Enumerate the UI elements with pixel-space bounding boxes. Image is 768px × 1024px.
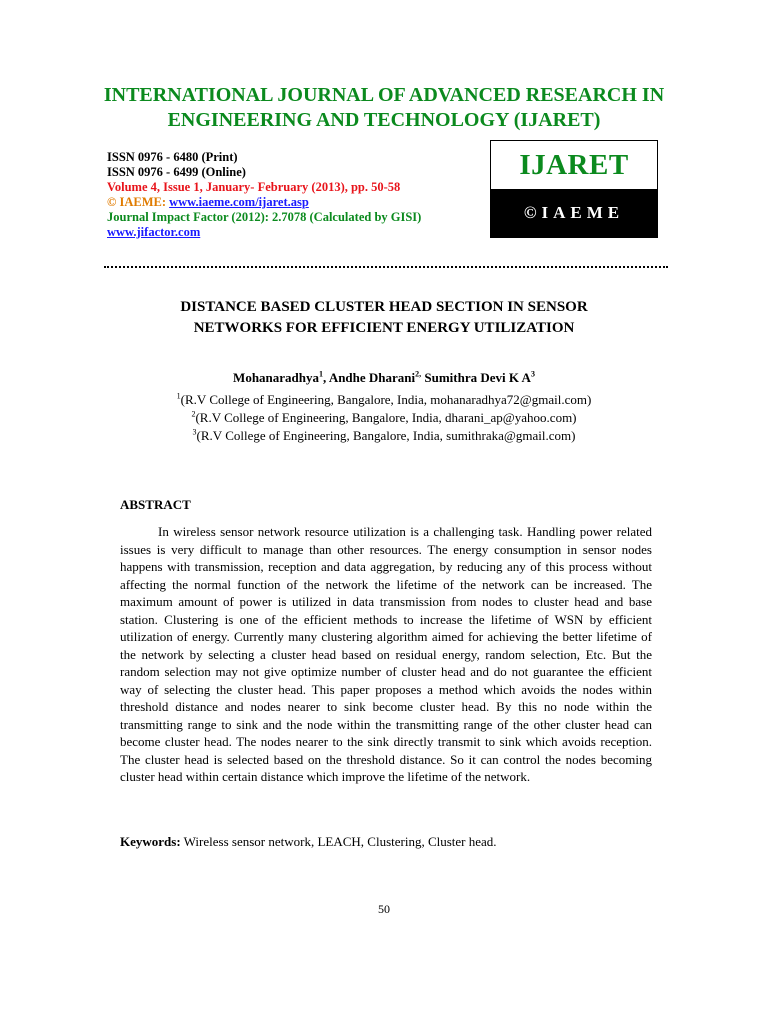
jif-line: [107, 225, 487, 240]
author-1-sup: 1: [319, 369, 324, 379]
issn-online: ISSN 0976 - 6499 (Online): [107, 165, 246, 179]
author-3-name: Sumithra Devi K A: [424, 370, 531, 385]
publisher-url-link[interactable]: www.iaeme.com/ijaret.asp: [169, 195, 309, 209]
journal-title-line-1: INTERNATIONAL JOURNAL OF ADVANCED RESEARCH IN: [103, 84, 665, 106]
affiliation-1-sup: 1: [176, 391, 181, 401]
affiliation-3-sup: 3: [192, 427, 197, 437]
affiliation-2: [0, 409, 768, 427]
affiliation-1: [0, 391, 768, 409]
paper-title-line-2: NETWORKS FOR EFFICIENT ENERGY UTILIZATION: [193, 320, 575, 336]
journal-title-line-2: ENGINEERING AND TECHNOLOGY (IJARET): [167, 109, 601, 131]
logo-publisher: ©IAEME: [491, 189, 657, 237]
affiliation-2-text: (R.V College of Engineering, Bangalore, India, dharani_ap@yahoo.com): [195, 410, 577, 425]
journal-info-block: [107, 150, 487, 240]
impact-factor: Journal Impact Factor (2012): 2.7078 (Calculated by GISI): [107, 210, 422, 224]
keywords: [120, 834, 652, 850]
affiliation-3-text: (R.V College of Engineering, Bangalore, India, sumithraka@gmail.com): [196, 428, 576, 443]
volume-issue: Volume 4, Issue 1, January- February (2013), pp. 50-58: [107, 180, 401, 194]
affiliation-3: [0, 427, 768, 445]
journal-logo: [490, 140, 658, 238]
keywords-label: Keywords:: [120, 834, 181, 849]
paper-title-line-1: DISTANCE BASED CLUSTER HEAD SECTION IN SENSOR: [180, 299, 588, 315]
publisher-line: [107, 195, 487, 210]
author-separator-1: ,: [323, 370, 329, 385]
affiliation-1-text: (R.V College of Engineering, Bangalore, India, mohanaradhya72@gmail.com): [180, 392, 592, 407]
paper-title: [0, 297, 768, 339]
author-2-name: Andhe Dharani: [328, 370, 416, 385]
affiliation-2-sup: 2: [191, 409, 196, 419]
author-list: [0, 370, 768, 386]
author-1-name: Mohanaradhya: [233, 370, 320, 385]
abstract-body: In wireless sensor network resource utilization is a challenging task. Handling power related issues is very difficult to manage than other resources. The energy consumption in sensor nodes happens with transmission, reception and data aggregation, by reducing any of this process without affecting the normal function of the network the lifetime of the network can be increased. The maximum amount of power is utilized in data transmission from nodes to cluster head and base station. Clustering is one of the efficient methods to increase the lifetime of WSN by efficient utilization of energy. Currently many clustering algorithm aimed for achieving the better lifetime of the network by selecting a cluster head based on residual energy, random selection, Etc. But the random selection may not give optimize number of cluster head and do not guarantee the efficient way of selecting the cluster head. This paper proposes a method which avoids the nodes within threshold distance and nodes nearer to sink become cluster head. By this no node within the transmitting range to sink and the node within the transmitting range of the other cluster head can become cluster head. The nodes nearer to the sink directly transmit to sink which avoids reception. The cluster head is selected based on the threshold distance. So it can control the nodes becoming cluster head within certain distance which improve the lifetime of the network.: [120, 524, 652, 784]
author-2-sup: 2,: [415, 369, 422, 379]
publisher-prefix: © IAEME:: [107, 195, 170, 209]
header-divider: [104, 266, 668, 268]
abstract-heading: ABSTRACT: [120, 497, 191, 512]
page-number: 50: [378, 902, 390, 916]
keywords-text: Wireless sensor network, LEACH, Clustering, Cluster head.: [180, 834, 497, 849]
issn-print: ISSN 0976 - 6480 (Print): [107, 150, 238, 164]
jif-url-link[interactable]: www.jifactor.com: [107, 225, 201, 239]
author-3-sup: 3: [530, 369, 535, 379]
logo-journal-name: IJARET: [519, 148, 629, 181]
journal-title: [0, 83, 768, 133]
affiliations: [0, 391, 768, 445]
